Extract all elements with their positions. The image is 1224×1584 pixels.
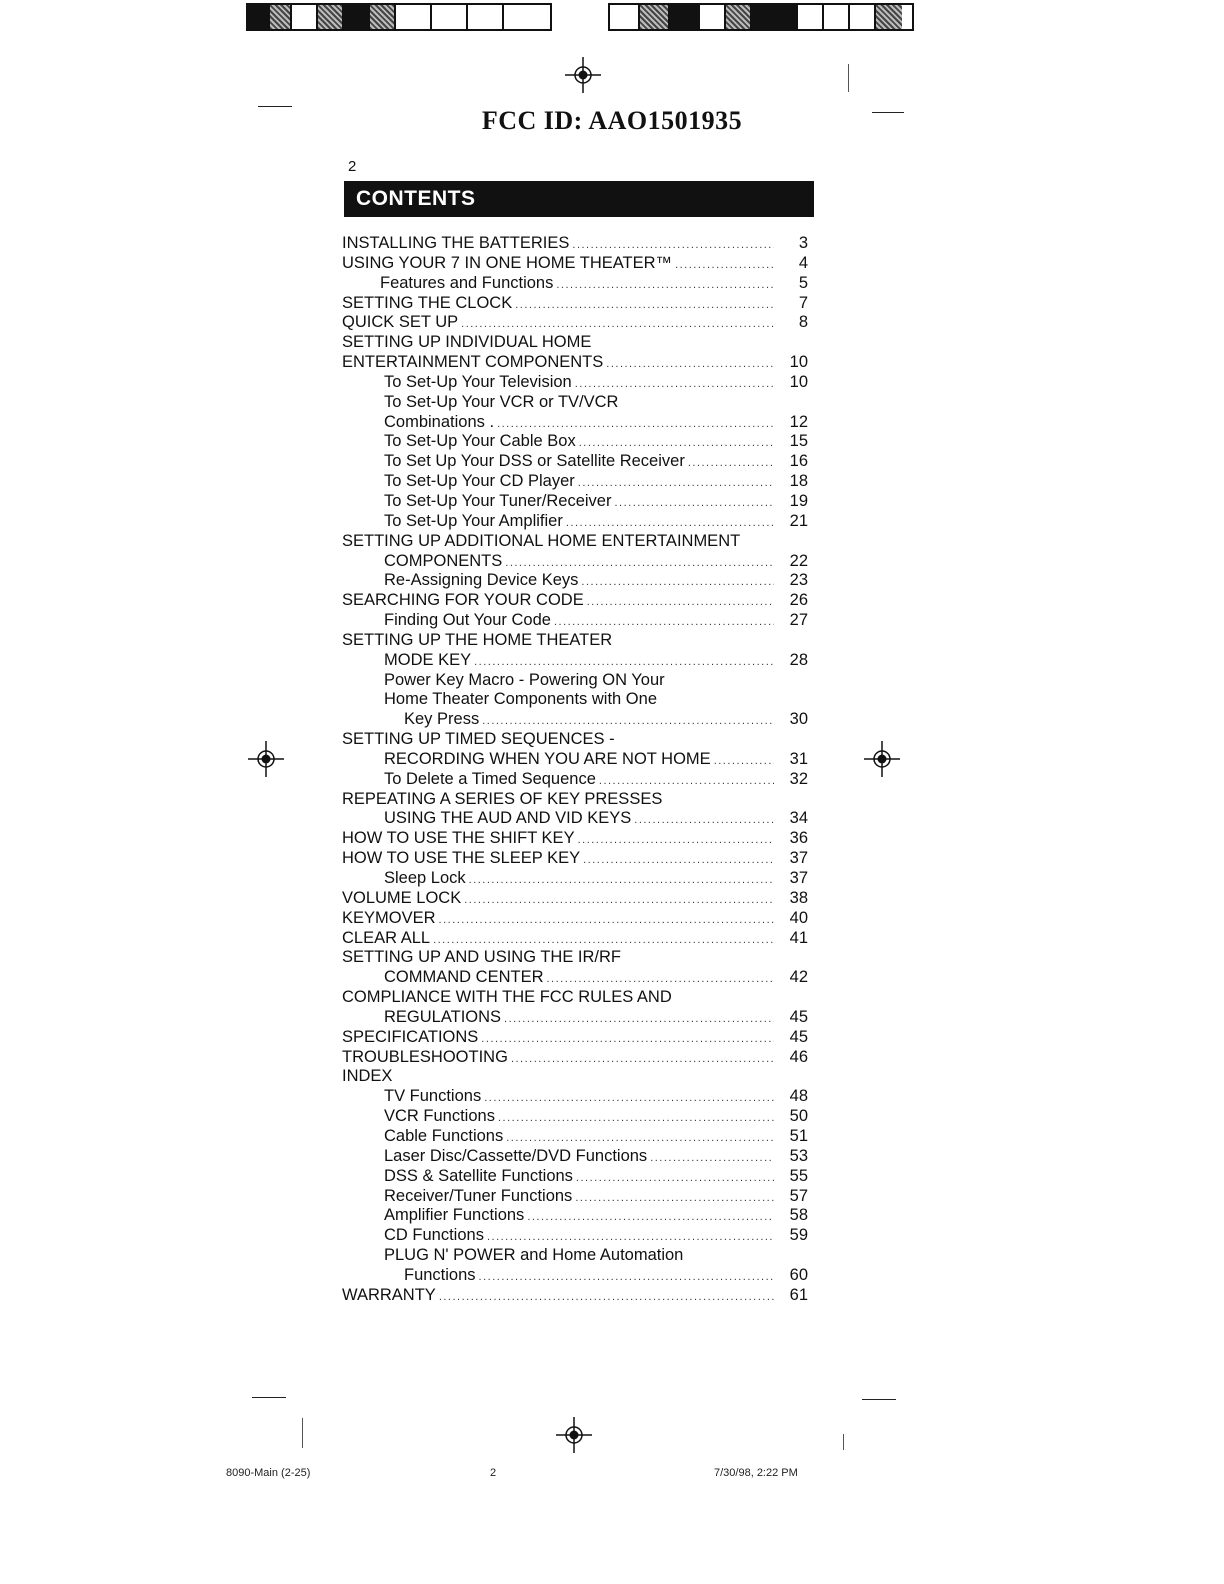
toc-entry-title: TV Functions: [384, 1087, 482, 1106]
toc-entry: [342, 274, 808, 294]
toc-entry-page: 51: [789, 1126, 808, 1145]
toc-entry-page: 7: [798, 293, 808, 312]
toc-entry: [342, 591, 808, 611]
toc-entry: [342, 671, 808, 691]
toc-dot-leader: [469, 871, 774, 891]
toc-entry-title: USING THE AUD AND VID KEYS: [384, 809, 632, 828]
registration-bar-left: [246, 3, 552, 31]
registration-bar-right: [608, 3, 914, 31]
toc-entry-title: SETTING UP ADDITIONAL HOME ENTERTAINMENT: [342, 531, 741, 550]
toc-entry-title: DSS & Satellite Functions: [384, 1166, 573, 1185]
toc-entry-title: WARRANTY: [342, 1285, 436, 1304]
toc-dot-leader: [504, 1010, 774, 1030]
toc-entry-title: Amplifier Functions: [384, 1206, 525, 1225]
toc-entry-page: 12: [789, 412, 808, 431]
toc-entry: [342, 1087, 808, 1107]
toc-entry-page: 30: [789, 710, 808, 729]
toc-entry-title: CD Functions: [384, 1226, 484, 1245]
toc-entry-title: SETTING UP THE HOME THEATER: [342, 630, 613, 649]
toc-entry-page: 37: [789, 849, 808, 868]
toc-entry-title: To Set-Up Your Cable Box: [384, 432, 576, 451]
toc-dot-leader: [650, 1149, 774, 1169]
toc-entry: [342, 1206, 808, 1226]
toc-entry-page: 37: [789, 869, 808, 887]
toc-entry: [342, 552, 808, 572]
toc-entry: [342, 1226, 808, 1246]
toc-entry: [342, 948, 808, 968]
toc-dot-leader: [614, 494, 774, 514]
toc-entry-page: 58: [789, 1206, 808, 1225]
toc-entry-page: 5: [798, 273, 808, 292]
crosshair-target-icon: [248, 741, 284, 777]
toc-entry-title: Cable Functions: [384, 1126, 504, 1145]
toc-entry-title: COMPLIANCE WITH THE FCC RULES AND: [342, 988, 672, 1007]
toc-dot-leader: [583, 851, 774, 871]
toc-entry: [342, 234, 808, 254]
toc-entry-title: RECORDING WHEN YOU ARE NOT HOME: [384, 749, 711, 768]
toc-entry: [342, 770, 808, 790]
crosshair-target-icon: [556, 1417, 592, 1453]
toc-entry: [342, 849, 808, 869]
toc-entry: [342, 631, 808, 651]
toc-entry: [342, 889, 808, 909]
footer-file: 8090-Main (2-25): [226, 1467, 311, 1479]
toc-entry: [342, 472, 808, 492]
toc-entry: [342, 1187, 808, 1207]
toc-entry: [342, 710, 808, 730]
toc-entry: [342, 750, 808, 770]
table-of-contents: [342, 234, 808, 1306]
toc-entry: [342, 690, 808, 710]
toc-entry-page: 34: [789, 809, 808, 828]
toc-dot-leader: [511, 1050, 774, 1070]
toc-entry-page: 40: [789, 908, 808, 927]
toc-entry-page: 60: [789, 1265, 808, 1284]
crosshair-target-icon: [565, 57, 601, 93]
toc-entry-page: 23: [789, 571, 808, 590]
toc-entry: [342, 413, 808, 433]
toc-entry: [342, 432, 808, 452]
toc-entry-title: COMPONENTS: [384, 551, 503, 570]
toc-entry: [342, 790, 808, 810]
toc-entry-page: 38: [789, 888, 808, 907]
toc-entry-page: 15: [789, 432, 808, 451]
toc-entry: [342, 829, 808, 849]
toc-entry: [342, 353, 808, 373]
toc-entry: [342, 393, 808, 413]
toc-entry-title: INDEX: [342, 1067, 393, 1086]
toc-dot-leader: [484, 1089, 774, 1109]
toc-entry: [342, 1147, 808, 1167]
toc-entry-title: To Set-Up Your VCR or TV/VCR: [384, 392, 619, 411]
toc-dot-leader: [515, 296, 774, 316]
toc-entry-title: CLEAR ALL: [342, 928, 431, 947]
toc-entry-title: USING YOUR 7 IN ONE HOME THEATER™: [342, 253, 673, 272]
toc-dot-leader: [439, 911, 774, 931]
toc-entry-title: To Set Up Your DSS or Satellite Receiver: [384, 452, 685, 471]
toc-entry-title: PLUG N' POWER and Home Automation: [384, 1246, 684, 1265]
toc-entry-title: REGULATIONS: [384, 1007, 502, 1026]
toc-entry-page: 48: [789, 1087, 808, 1106]
toc-entry-page: 19: [789, 491, 808, 510]
toc-entry-page: 31: [789, 749, 808, 768]
toc-entry-title: Features and Functions: [380, 273, 554, 292]
toc-entry: [342, 909, 808, 929]
toc-entry: [342, 1067, 808, 1087]
crop-mark: [862, 1399, 896, 1400]
toc-entry-page: 8: [798, 313, 808, 332]
toc-entry: [342, 611, 808, 631]
toc-entry-title: Sleep Lock: [384, 869, 466, 887]
toc-entry-page: 45: [789, 1007, 808, 1026]
toc-entry-page: 61: [789, 1285, 808, 1304]
toc-entry-page: 45: [789, 1027, 808, 1046]
toc-entry-title: COMMAND CENTER: [384, 968, 544, 987]
toc-entry: [342, 1048, 808, 1068]
crop-mark: [302, 1418, 303, 1448]
toc-entry: [342, 1286, 808, 1306]
toc-entry: [342, 651, 808, 671]
toc-entry-title: To Set-Up Your Tuner/Receiver: [384, 491, 612, 510]
toc-entry-page: 36: [789, 829, 808, 848]
toc-entry: [342, 1127, 808, 1147]
toc-entry-page: 10: [789, 372, 808, 391]
toc-entry: [342, 1266, 808, 1286]
toc-entry-page: 50: [789, 1107, 808, 1126]
toc-dot-leader: [556, 276, 774, 296]
toc-dot-leader: [464, 891, 774, 911]
toc-entry-title: Home Theater Components with One: [384, 690, 657, 709]
toc-dot-leader: [714, 752, 774, 772]
toc-dot-leader: [587, 593, 774, 613]
toc-entry-title: HOW TO USE THE SHIFT KEY: [342, 829, 575, 848]
toc-entry-page: 18: [789, 472, 808, 491]
toc-dot-leader: [675, 256, 774, 276]
toc-entry-title: To Set-Up Your Television: [384, 372, 572, 391]
toc-entry-title: SEARCHING FOR YOUR CODE: [342, 591, 584, 610]
toc-entry-page: 27: [789, 611, 808, 630]
toc-entry-title: INSTALLING THE BATTERIES: [342, 234, 570, 252]
toc-dot-leader: [634, 811, 774, 831]
toc-dot-leader: [688, 454, 774, 474]
toc-dot-leader: [481, 1030, 774, 1050]
toc-dot-leader: [479, 1268, 774, 1288]
toc-entry-page: 26: [789, 591, 808, 610]
toc-entry-title: Re-Assigning Device Keys: [384, 571, 579, 590]
toc-entry: [342, 313, 808, 333]
toc-entry-page: 4: [798, 253, 808, 272]
toc-dot-leader: [527, 1208, 774, 1228]
toc-entry: [342, 1028, 808, 1048]
toc-dot-leader: [439, 1288, 774, 1308]
toc-entry-title: To Delete a Timed Sequence: [384, 769, 596, 788]
toc-entry-title: MODE KEY: [384, 650, 472, 669]
toc-entry: [342, 1008, 808, 1028]
toc-entry-title: VOLUME LOCK: [342, 888, 462, 907]
toc-entry-title: HOW TO USE THE SLEEP KEY: [342, 849, 581, 868]
toc-entry-title: Receiver/Tuner Functions: [384, 1186, 573, 1205]
crop-mark: [848, 64, 849, 92]
toc-entry-title: SETTING UP INDIVIDUAL HOME: [342, 333, 592, 352]
toc-entry-page: 41: [789, 928, 808, 947]
toc-entry: [342, 373, 808, 393]
toc-entry: [342, 968, 808, 988]
toc-entry-page: 22: [789, 551, 808, 570]
toc-entry-title: QUICK SET UP: [342, 313, 459, 332]
toc-entry: [342, 988, 808, 1008]
toc-entry-title: KEYMOVER: [342, 908, 436, 927]
toc-entry-title: SETTING THE CLOCK: [342, 293, 513, 312]
toc-entry-title: Combinations .: [384, 412, 495, 431]
toc-entry: [342, 1107, 808, 1127]
toc-entry-title: TROUBLESHOOTING: [342, 1047, 508, 1066]
section-title: CONTENTS: [344, 181, 814, 217]
toc-entry-page: 28: [789, 650, 808, 669]
toc-entry: [342, 532, 808, 552]
toc-entry: [342, 571, 808, 591]
toc-entry-page: 53: [789, 1146, 808, 1165]
toc-entry-title: To Set-Up Your CD Player: [384, 472, 575, 491]
toc-entry: [342, 809, 808, 829]
toc-entry-title: Laser Disc/Cassette/DVD Functions: [384, 1146, 648, 1165]
toc-dot-leader: [575, 1189, 774, 1209]
toc-entry: [342, 333, 808, 353]
toc-entry: [342, 869, 808, 889]
crop-mark: [252, 1397, 286, 1398]
toc-entry-page: 10: [789, 353, 808, 372]
crop-mark: [843, 1434, 844, 1450]
toc-entry-page: 57: [789, 1186, 808, 1205]
toc-entry-page: 42: [789, 968, 808, 987]
toc-entry-title: SPECIFICATIONS: [342, 1027, 479, 1046]
crosshair-target-icon: [864, 741, 900, 777]
toc-entry-page: 59: [789, 1226, 808, 1245]
toc-entry: [342, 254, 808, 274]
toc-entry-page: 3: [798, 234, 808, 252]
toc-entry-title: Functions: [404, 1265, 476, 1284]
toc-entry: [342, 1246, 808, 1266]
toc-entry-title: To Set-Up Your Amplifier: [384, 511, 563, 530]
toc-entry-title: Key Press: [404, 710, 480, 729]
footer-timestamp: 7/30/98, 2:22 PM: [714, 1467, 798, 1479]
toc-entry-title: REPEATING A SERIES OF KEY PRESSES: [342, 789, 663, 808]
toc-entry: [342, 294, 808, 314]
fcc-id: FCC ID: AAO1501935: [481, 106, 743, 135]
toc-entry-page: 21: [789, 511, 808, 530]
toc-entry-page: 55: [789, 1166, 808, 1185]
toc-entry-title: Finding Out Your Code: [384, 611, 551, 630]
toc-dot-leader: [578, 831, 774, 851]
toc-entry-page: 16: [789, 452, 808, 471]
toc-entry-page: 32: [789, 769, 808, 788]
toc-dot-leader: [576, 1169, 774, 1189]
toc-entry: [342, 512, 808, 532]
toc-entry-title: SETTING UP TIMED SEQUENCES -: [342, 730, 615, 749]
toc-entry: [342, 492, 808, 512]
toc-dot-leader: [606, 355, 774, 375]
toc-entry-page: 46: [789, 1047, 808, 1066]
toc-entry: [342, 452, 808, 472]
toc-entry-title: Power Key Macro - Powering ON Your: [384, 670, 665, 689]
footer-page: 2: [490, 1467, 497, 1479]
page-number: 2: [348, 158, 357, 175]
toc-entry-title: VCR Functions: [384, 1107, 495, 1126]
toc-entry: [342, 1167, 808, 1187]
toc-entry: [342, 730, 808, 750]
toc-entry-title: ENTERTAINMENT COMPONENTS: [342, 353, 604, 372]
toc-dot-leader: [581, 573, 774, 593]
toc-dot-leader: [498, 1109, 774, 1129]
toc-entry: [342, 929, 808, 949]
toc-entry-title: SETTING UP AND USING THE IR/RF: [342, 948, 622, 967]
